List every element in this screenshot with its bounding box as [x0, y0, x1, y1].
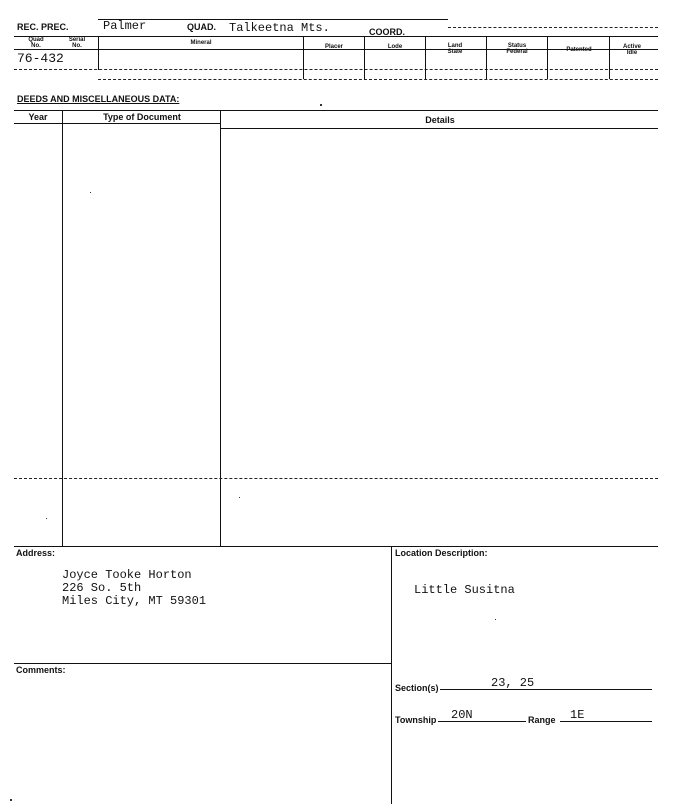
- scan-speck: [239, 497, 240, 498]
- col-divider-active: [609, 36, 610, 79]
- col-active-idle: Active Idle: [622, 44, 641, 56]
- address-line-2: 226 So. 5th: [62, 581, 142, 595]
- quad-serial-value: 76-432: [17, 51, 64, 66]
- header-top-rule-dashed: [448, 27, 658, 28]
- deeds-col-year: Year: [28, 112, 48, 122]
- col-mineral: Mineral: [190, 40, 212, 46]
- deeds-header-bottom-rule-details: [220, 128, 658, 129]
- col-quad-no: Quad No.: [28, 37, 44, 49]
- address-line-3: Miles City, MT 59301: [62, 594, 207, 608]
- deeds-col-details: Details: [425, 115, 455, 125]
- scan-speck: [46, 518, 47, 519]
- col-patented: Patented: [566, 47, 592, 53]
- address-label: Address:: [16, 548, 56, 558]
- comments-label: Comments:: [16, 665, 66, 675]
- col-divider-land: [425, 36, 426, 79]
- column-header-bottom-rule: [14, 49, 658, 50]
- section-label: Section(s): [395, 683, 439, 693]
- location-value: Little Susitna: [414, 583, 515, 597]
- column-header-top-rule: [14, 36, 658, 37]
- rec-prec-value: Palmer: [103, 19, 147, 33]
- deeds-section-title: DEEDS AND MISCELLANEOUS DATA:: [17, 94, 180, 104]
- township-value: 20N: [451, 708, 473, 722]
- range-value: 1E: [570, 708, 585, 722]
- coord-label: COORD.: [369, 27, 405, 37]
- range-label: Range: [528, 715, 556, 725]
- scan-speck: [90, 192, 91, 193]
- address-line-1: Joyce Tooke Horton: [62, 568, 192, 582]
- col-placer: Placer: [324, 44, 343, 50]
- quad-label: QUAD.: [187, 22, 216, 32]
- quad-value: Talkeetna Mts.: [229, 21, 330, 35]
- col-divider-patented: [547, 36, 548, 79]
- col-land-state: Land State: [447, 43, 463, 55]
- deeds-divider-type: [220, 110, 221, 546]
- header-top-rule: [98, 19, 448, 20]
- lower-section-divider: [391, 546, 392, 804]
- row-extra-rule: [98, 79, 658, 80]
- col-status-federal: Status Federal: [506, 43, 528, 55]
- scan-speck: [320, 104, 322, 106]
- lower-section-top-rule: [14, 546, 658, 547]
- deeds-divider-year: [62, 110, 63, 546]
- scan-speck: [10, 799, 12, 801]
- col-lode: Lode: [387, 44, 403, 50]
- col-divider-status: [486, 36, 487, 79]
- township-label: Township: [395, 715, 437, 725]
- deeds-dashed-separator: [14, 478, 658, 479]
- row-bottom-rule: [14, 69, 658, 70]
- col-serial-no: Serial No.: [68, 37, 86, 49]
- rec-prec-label: REC. PREC.: [17, 22, 69, 32]
- location-label: Location Description:: [395, 548, 488, 558]
- section-value: 23, 25: [491, 676, 535, 690]
- comments-top-rule: [14, 663, 391, 664]
- col-divider-serial: [98, 36, 99, 70]
- deeds-col-type: Type of Document: [103, 112, 181, 122]
- col-divider-placer: [303, 36, 304, 79]
- deeds-header-top-rule: [14, 110, 658, 111]
- section-underline: [440, 689, 652, 690]
- deeds-header-bottom-rule: [14, 123, 220, 124]
- scan-speck: [495, 619, 496, 620]
- col-divider-lode: [364, 36, 365, 79]
